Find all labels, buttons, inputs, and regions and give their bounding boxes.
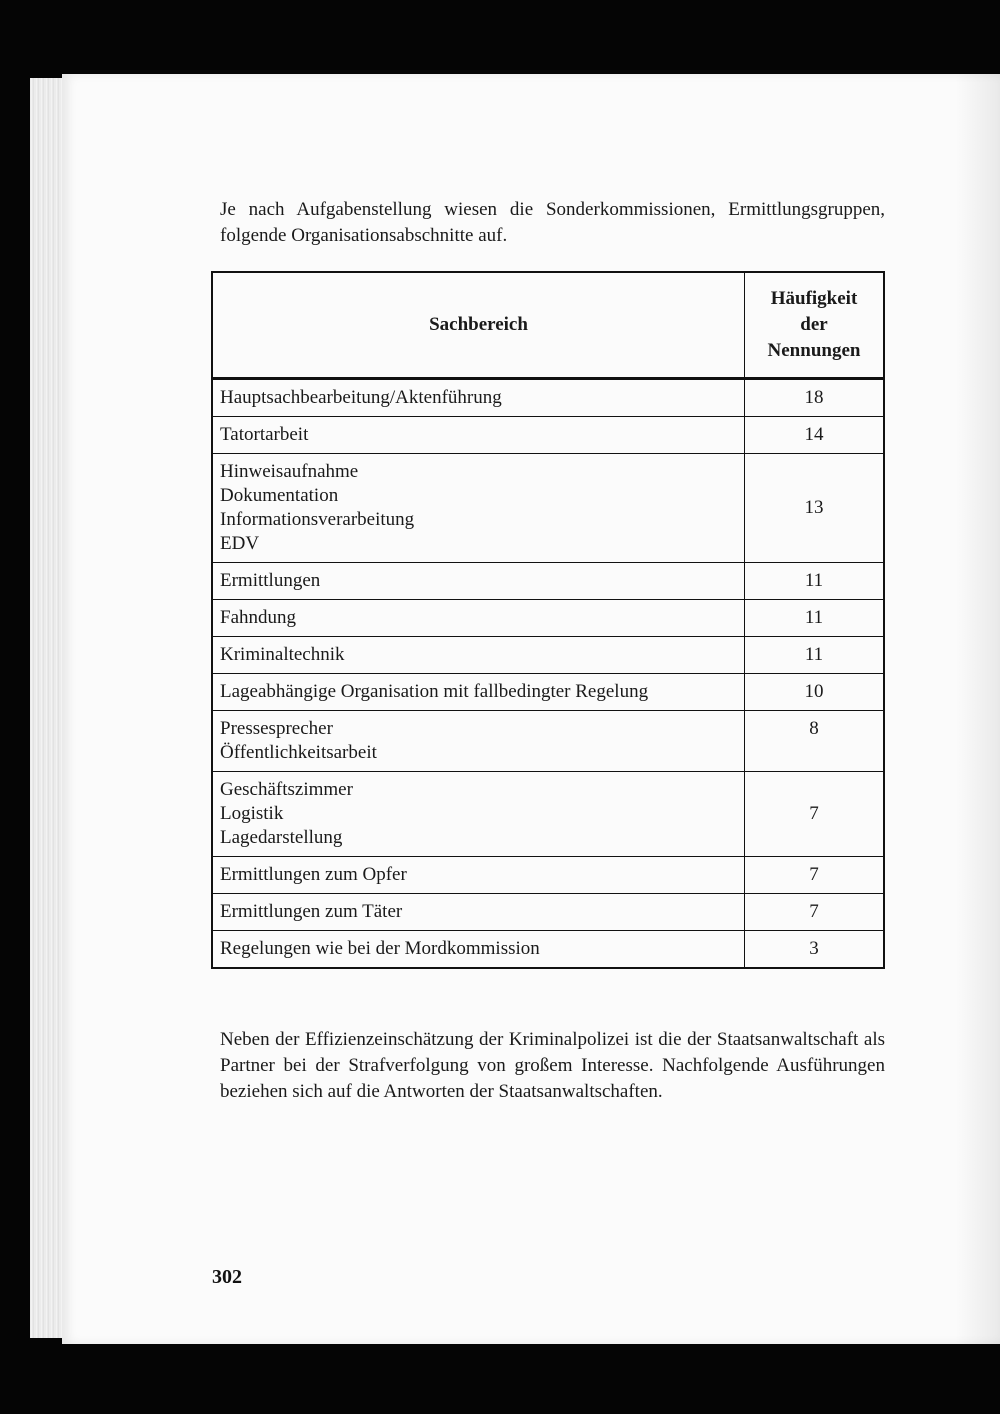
frequency-cell: 7 <box>745 772 885 857</box>
header-line: Nennungen <box>767 340 861 361</box>
frequency-cell: 3 <box>745 931 885 969</box>
sachbereich-cell <box>212 931 745 969</box>
sachbereich-line: Lagedarstellung <box>220 827 343 848</box>
sachbereich-cell <box>212 600 745 637</box>
frequency-cell: 7 <box>745 857 885 894</box>
table-row <box>212 379 884 417</box>
table-row <box>212 417 884 454</box>
sachbereich-line: Fahndung <box>220 607 296 628</box>
frequency-cell: 10 <box>745 674 885 711</box>
sachbereich-line: Ermittlungen <box>220 570 321 591</box>
sachbereich-line: Dokumentation <box>220 485 339 506</box>
table-row <box>212 454 884 563</box>
table-row <box>212 931 884 969</box>
sachbereich-line: Lageabhängige Organisation mit fallbedingter Regelung <box>220 681 649 702</box>
frequency-cell: 7 <box>745 894 885 931</box>
frequency-cell: 11 <box>745 637 885 674</box>
sachbereich-cell <box>212 379 745 417</box>
table-row <box>212 563 884 600</box>
frequency-table <box>211 271 885 969</box>
table-row <box>212 600 884 637</box>
table-row <box>212 772 884 857</box>
header-haeufigkeit <box>745 272 885 379</box>
sachbereich-cell <box>212 674 745 711</box>
intro-paragraph: Je nach Aufgabenstellung wiesen die Sonderkommissionen, Ermittlungsgruppen, folgende Organisationsabschnitte auf. <box>220 199 885 246</box>
table-row <box>212 711 884 772</box>
table-row <box>212 894 884 931</box>
table-row <box>212 637 884 674</box>
sachbereich-line: Tatortarbeit <box>220 424 309 445</box>
page-shadow <box>955 74 1000 1344</box>
header-sachbereich: Sachbereich <box>212 272 745 379</box>
frequency-cell: 14 <box>745 417 885 454</box>
frequency-cell: 13 <box>745 454 885 563</box>
sachbereich-line: Kriminaltechnik <box>220 644 345 665</box>
sachbereich-line: Ermittlungen zum Opfer <box>220 864 407 885</box>
sachbereich-line: Hinweisaufnahme <box>220 461 359 482</box>
sachbereich-line: Ermittlungen zum Täter <box>220 901 403 922</box>
table-body <box>212 379 884 969</box>
table-header-row <box>212 272 884 379</box>
sachbereich-cell <box>212 417 745 454</box>
sachbereich-cell <box>212 894 745 931</box>
frequency-cell: 18 <box>745 379 885 417</box>
sachbereich-cell <box>212 711 745 772</box>
sachbereich-line: Hauptsachbearbeitung/Aktenführung <box>220 387 502 408</box>
sachbereich-cell <box>212 857 745 894</box>
sachbereich-line: EDV <box>220 533 260 554</box>
sachbereich-line: Regelungen wie bei der Mordkommission <box>220 938 540 959</box>
sachbereich-line: Informationsverarbeitung <box>220 509 415 530</box>
sachbereich-line: Pressesprecher <box>220 718 333 739</box>
page-number: 302 <box>212 1266 242 1288</box>
header-line: Häufigkeit <box>770 288 858 309</box>
sachbereich-line: Öffentlichkeitsarbeit <box>220 742 377 763</box>
sachbereich-cell <box>212 772 745 857</box>
sachbereich-cell <box>212 454 745 563</box>
frequency-cell: 11 <box>745 563 885 600</box>
sachbereich-line: Geschäftszimmer <box>220 779 353 800</box>
frequency-cell: 8 <box>745 711 885 772</box>
frequency-cell: 11 <box>745 600 885 637</box>
sachbereich-cell <box>212 637 745 674</box>
sachbereich-line: Logistik <box>220 803 284 824</box>
outro-paragraph: Neben der Effizienzeinschätzung der Kriminalpolizei ist die der Staatsanwaltschaft als Partner bei der Strafverfolgung von großem Interesse. Nachfolgende Ausführungen beziehen sich auf die Antworten der Staatsanwaltschaften. <box>220 1029 885 1102</box>
table-row <box>212 857 884 894</box>
table-row <box>212 674 884 711</box>
sachbereich-cell <box>212 563 745 600</box>
header-line: der <box>800 314 828 335</box>
